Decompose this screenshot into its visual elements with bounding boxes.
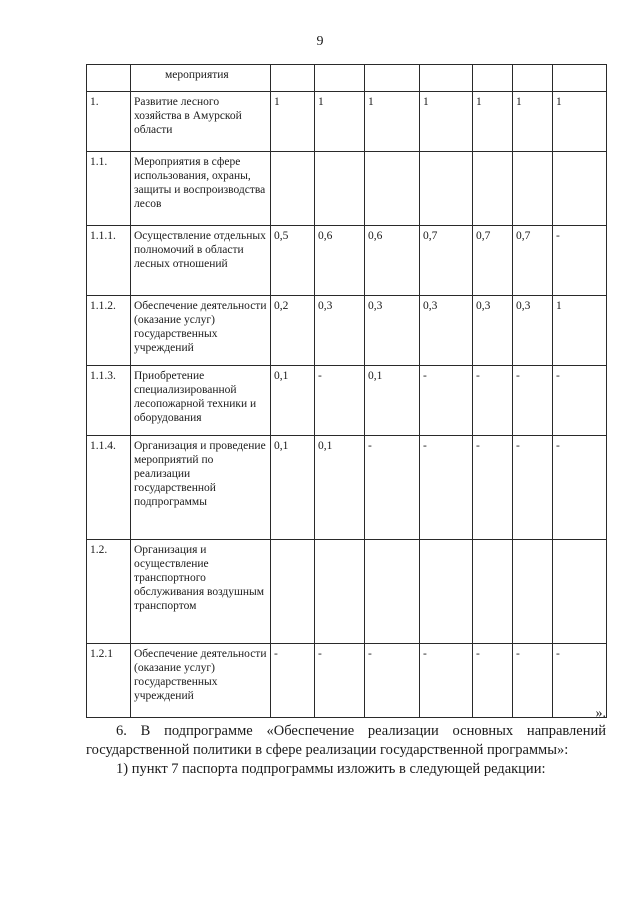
value-cell (420, 540, 473, 644)
value-cell: 0,1 (271, 436, 315, 540)
value-cell (365, 152, 420, 226)
value-cell (420, 152, 473, 226)
value-cell: - (473, 366, 513, 436)
value-cell: 0,2 (271, 296, 315, 366)
value-cell: 0,7 (473, 226, 513, 296)
paragraph-item-1: 1) пункт 7 паспорта подпрограммы изложить в следующей редакции: (116, 761, 546, 777)
value-cell: - (420, 366, 473, 436)
value-cell: 1 (420, 92, 473, 152)
value-cell: 0,6 (365, 226, 420, 296)
value-cell (473, 540, 513, 644)
row-number: 1.1.4. (87, 436, 131, 540)
row-description: Организация и проведение мероприятий по реализации государственной подпрограммы (131, 436, 271, 540)
value-cell (513, 540, 553, 644)
value-cell: 0,1 (271, 366, 315, 436)
value-cell: 1 (513, 92, 553, 152)
value-cell: - (315, 644, 365, 718)
table-row (87, 226, 607, 296)
header-label: мероприятия (131, 65, 271, 92)
value-cell: - (473, 436, 513, 540)
row-number: 1.1.3. (87, 366, 131, 436)
table-row (87, 540, 607, 644)
value-cell: - (553, 226, 607, 296)
value-cell: 0,3 (315, 296, 365, 366)
row-description: Организация и осуществление транспортного обслуживания воздушным транспортом (131, 540, 271, 644)
value-cell: 0,3 (420, 296, 473, 366)
row-description: Приобретение специализированной лесопожарной техники и оборудования (131, 366, 271, 436)
value-cell: 0,3 (473, 296, 513, 366)
value-cell: - (513, 644, 553, 718)
value-cell: - (553, 436, 607, 540)
value-cell: - (365, 644, 420, 718)
value-cell: 1 (315, 92, 365, 152)
value-cell: 0,3 (513, 296, 553, 366)
page-number: 9 (316, 34, 324, 49)
header-cell (365, 65, 420, 92)
value-cell: 1 (553, 296, 607, 366)
row-description: Обеспечение деятельности (оказание услуг) государственных учреждений (131, 296, 271, 366)
value-cell: - (553, 644, 607, 718)
value-cell: 0,1 (365, 366, 420, 436)
value-cell (271, 540, 315, 644)
value-cell: 0,7 (513, 226, 553, 296)
header-num-cell (87, 65, 131, 92)
table-row (87, 436, 607, 540)
value-cell: 1 (271, 92, 315, 152)
value-cell: 0,1 (315, 436, 365, 540)
header-cell (420, 65, 473, 92)
value-cell: - (365, 436, 420, 540)
row-description: Развитие лесного хозяйства в Амурской области (131, 92, 271, 152)
table-header-row (87, 65, 607, 92)
value-cell (271, 152, 315, 226)
value-cell: - (420, 644, 473, 718)
value-cell (513, 152, 553, 226)
value-cell (473, 152, 513, 226)
paragraph-subprogram-6: 6. В подпрограмме «Обеспечение реализации основных направлений государственной политики в сфере реализации государственной программы»: (86, 723, 606, 758)
measures-table (86, 64, 607, 718)
row-number: 1. (87, 92, 131, 152)
header-cell (553, 65, 607, 92)
value-cell: 0,5 (271, 226, 315, 296)
table-row (87, 296, 607, 366)
row-description: Обеспечение деятельности (оказание услуг) государственных учреждений (131, 644, 271, 718)
row-number: 1.1. (87, 152, 131, 226)
value-cell (315, 152, 365, 226)
value-cell: - (473, 644, 513, 718)
value-cell (365, 540, 420, 644)
header-cell (271, 65, 315, 92)
header-cell (513, 65, 553, 92)
value-cell: 0,7 (420, 226, 473, 296)
row-number: 1.1.2. (87, 296, 131, 366)
value-cell: 0,3 (365, 296, 420, 366)
header-cell (315, 65, 365, 92)
value-cell: - (513, 436, 553, 540)
row-number: 1.1.1. (87, 226, 131, 296)
value-cell: - (513, 366, 553, 436)
quote-close-mark: ». (595, 706, 606, 721)
value-cell: 1 (473, 92, 513, 152)
value-cell (553, 540, 607, 644)
table-row (87, 152, 607, 226)
value-cell (553, 152, 607, 226)
table-row (87, 366, 607, 436)
value-cell: 0,6 (315, 226, 365, 296)
header-cell (473, 65, 513, 92)
value-cell: - (553, 366, 607, 436)
value-cell (315, 540, 365, 644)
value-cell: - (420, 436, 473, 540)
table-row (87, 92, 607, 152)
row-number: 1.2.1 (87, 644, 131, 718)
value-cell: - (315, 366, 365, 436)
value-cell: - (271, 644, 315, 718)
value-cell: 1 (553, 92, 607, 152)
value-cell: 1 (365, 92, 420, 152)
row-number: 1.2. (87, 540, 131, 644)
row-description: Мероприятия в сфере использования, охраны, защиты и воспроизводства лесов (131, 152, 271, 226)
row-description: Осуществление отдельных полномочий в области лесных отношений (131, 226, 271, 296)
